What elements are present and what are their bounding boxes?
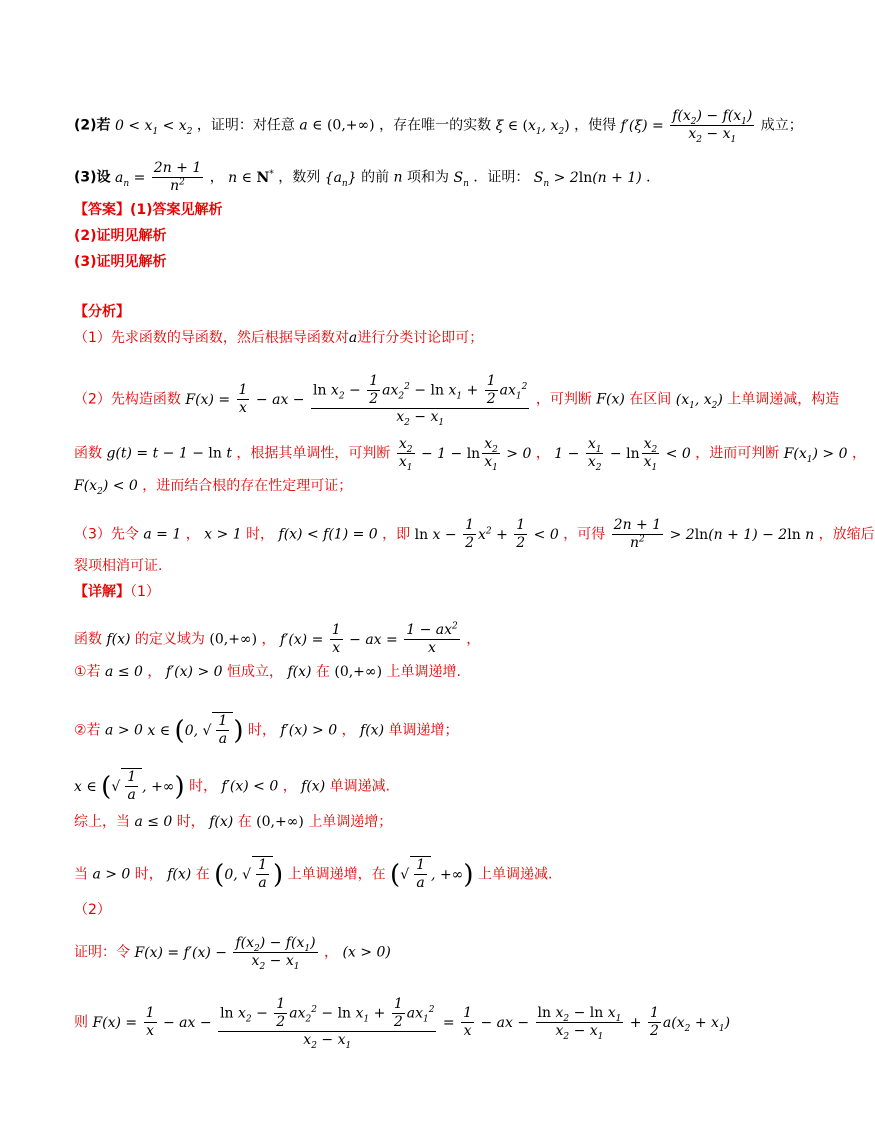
answer-line-2: (2)证明见解析 (74, 228, 167, 244)
analysis-heading: 【分析】 (74, 304, 130, 320)
math-f-prime: f′(x) = $\frac{1}{x}$ − ax = $\frac{1 - ax^2}{x}$ (279, 621, 458, 656)
analysis-p2-line2: 函数 g(t) = t − 1 − ln t ，根据其单调性，可判断 $\frac{x_2}{x_1}$ − 1 − ln $\frac{x_2}{x_1}$ > 0 ， 1 − $\frac{x_1}{x_2}$ − ln $\frac{x_2}{x_1}$ < 0 ，进而可判断 $F(x_1) > 0$ ， (74, 436, 866, 473)
math-x1-x2-range: $0 < x_1 < x_2$ (115, 117, 193, 137)
analysis-p3-line2: 裂项相消可证. (74, 558, 163, 574)
analysis-p3-line1: （3）先令 a = 1 ， x > 1 时， f(x) < f(1) = 0 ，即 ln x − $\frac{1}{2}$ $x^2$ + $\frac{1}{2}$ < 0 ，可得 $\frac{2n + 1}{n^2}$ > 2ln(n + 1) − 2ln n ，放缩后 (74, 517, 875, 551)
problem-2-label: (2)若 (74, 117, 111, 134)
math-F-def: F(x) = $\frac{1}{x}$ − ax − $\ln x_2$ − $\frac{1}{2}$ $ax_2^2 - \ln x_1$ + $\frac{1}{2}$ $ax_1^2$ $x_2 - x_1$ (185, 373, 528, 428)
math-a-domain: a ∈ (0,+∞) (299, 117, 375, 134)
analysis-p2-line3: $F(x_2) < 0$ ，进而结合根的存在性定理可证； (74, 478, 353, 497)
math-an-def: $a_n$ = $\frac{2n + 1}{n^2}$ (115, 160, 202, 194)
detail-then-line: 则 F(x) = $\frac{1}{x}$ − ax − $\ln x_2$ − $\frac{1}{2}$ $ax_2^2 - \ln x_1$ + $\frac{1}{2}$ $ax_1^2$ $x_2 - x_1$ = $\frac{1}{x}$ − ax − $\frac{\ln x_2 - \ln x_1}{x_2 - x_1}$ + $\frac{1}{2}$ $a(x_2 + x_1)$ (74, 996, 731, 1051)
detail-line-1: 函数 f(x) 的定义域为 (0,+∞) ， f′(x) = $\frac{1}{x}$ − ax = $\frac{1 - ax^2}{x}$ ， (74, 621, 481, 656)
detail-summary-2: 当 a > 0 时， f(x) 在 (0, √ $\frac{1}{a}$ ) 上单调递增，在 (√ $\frac{1}{a}$ , +∞) 上单调递减. (74, 857, 553, 891)
detail-part-2: （2） (74, 902, 111, 918)
math-F-expanded: F(x) = $\frac{1}{x}$ − ax − $\ln x_2$ − $\frac{1}{2}$ $ax_2^2 - \ln x_1$ + $\frac{1}{2}$ $ax_1^2$ $x_2 - x_1$ = $\frac{1}{x}$ − ax − $\frac{\ln x_2 - \ln x_1}{x_2 - x_1}$ + $\frac{1}{2}$ $a(x_2 + x_1)$ (92, 996, 731, 1051)
detail-summary-1: 综上，当 a ≤ 0 时， f(x) 在 (0,+∞) 上单调递增； (74, 814, 393, 830)
math-mean-value-eq: f′(ξ) = $\frac{f(x_2) - f(x_1)}{x_2 - x_1}$ (620, 108, 753, 145)
detail-heading: 【详解】（1） (74, 584, 160, 600)
analysis-p1: （1）先求函数的导函数，然后根据导函数对a进行分类讨论即可； (74, 330, 484, 346)
problem-3: (3)设 $a_n$ = $\frac{2n + 1}{n^2}$ ， n ∈ N* ，数列 $\{a_n\}$ 的前 n 项和为 $S_n$ ．证明： $S_n > 2\ln(n + 1)$ ． (74, 160, 661, 194)
answer-line-1: 【答案】(1)答案见解析 (74, 202, 223, 218)
answer-heading: 【答案】 (74, 202, 130, 218)
detail-case-2b: x ∈ (√ $\frac{1}{a}$ , +∞) 时， f′(x) < 0 ， f(x) 单调递减. (74, 769, 391, 803)
detail-case-2: ②若 a > 0 x ∈ (0, √ $\frac{1}{a}$ ) 时， f′(x) > 0 ， f(x) 单调递增； (74, 713, 459, 747)
math-sequence: $\{a_n\}$ (324, 169, 357, 189)
detail-proof-line: 证明：令 F(x) = f′(x) − $\frac{f(x_2) - f(x_1)}{x_2 - x_1}$ ， (x > 0) (74, 935, 391, 972)
answer-line-3: (3)证明见解析 (74, 254, 167, 270)
analysis-p2-line1: （2）先构造函数 F(x) = $\frac{1}{x}$ − ax − $\ln x_2$ − $\frac{1}{2}$ $ax_2^2 - \ln x_1$ + $\frac{1}{2}$ $ax_1^2$ $x_2 - x_1$ ，可判断 F(x) 在区间 ($x_1$, $x_2$) 上单调递减，构造 (74, 373, 840, 428)
math-xi-range: ξ ∈ ($x_1$, $x_2$) (495, 117, 570, 137)
math-g-def: g(t) = t − 1 − ln t (106, 445, 232, 462)
detail-case-1: ①若 a ≤ 0 ， f′(x) > 0 恒成立， f(x) 在 (0,+∞) 上单调递增. (74, 664, 461, 680)
math-n-in-N: n ∈ N* (228, 168, 274, 186)
math-sn-inequality: $S_n > 2\ln(n + 1)$ (533, 169, 642, 189)
problem-2: (2)若 $0 < x_1 < x_2$ ，证明：对任意 a ∈ (0,+∞) ，存在唯一的实数 ξ ∈ ($x_1$, $x_2$) ，使得 f′(ξ) = $\frac{f(x_2) - f(x_1)}{x_2 - x_1}$ 成立； (74, 108, 803, 145)
problem-3-label: (3)设 (74, 169, 111, 186)
